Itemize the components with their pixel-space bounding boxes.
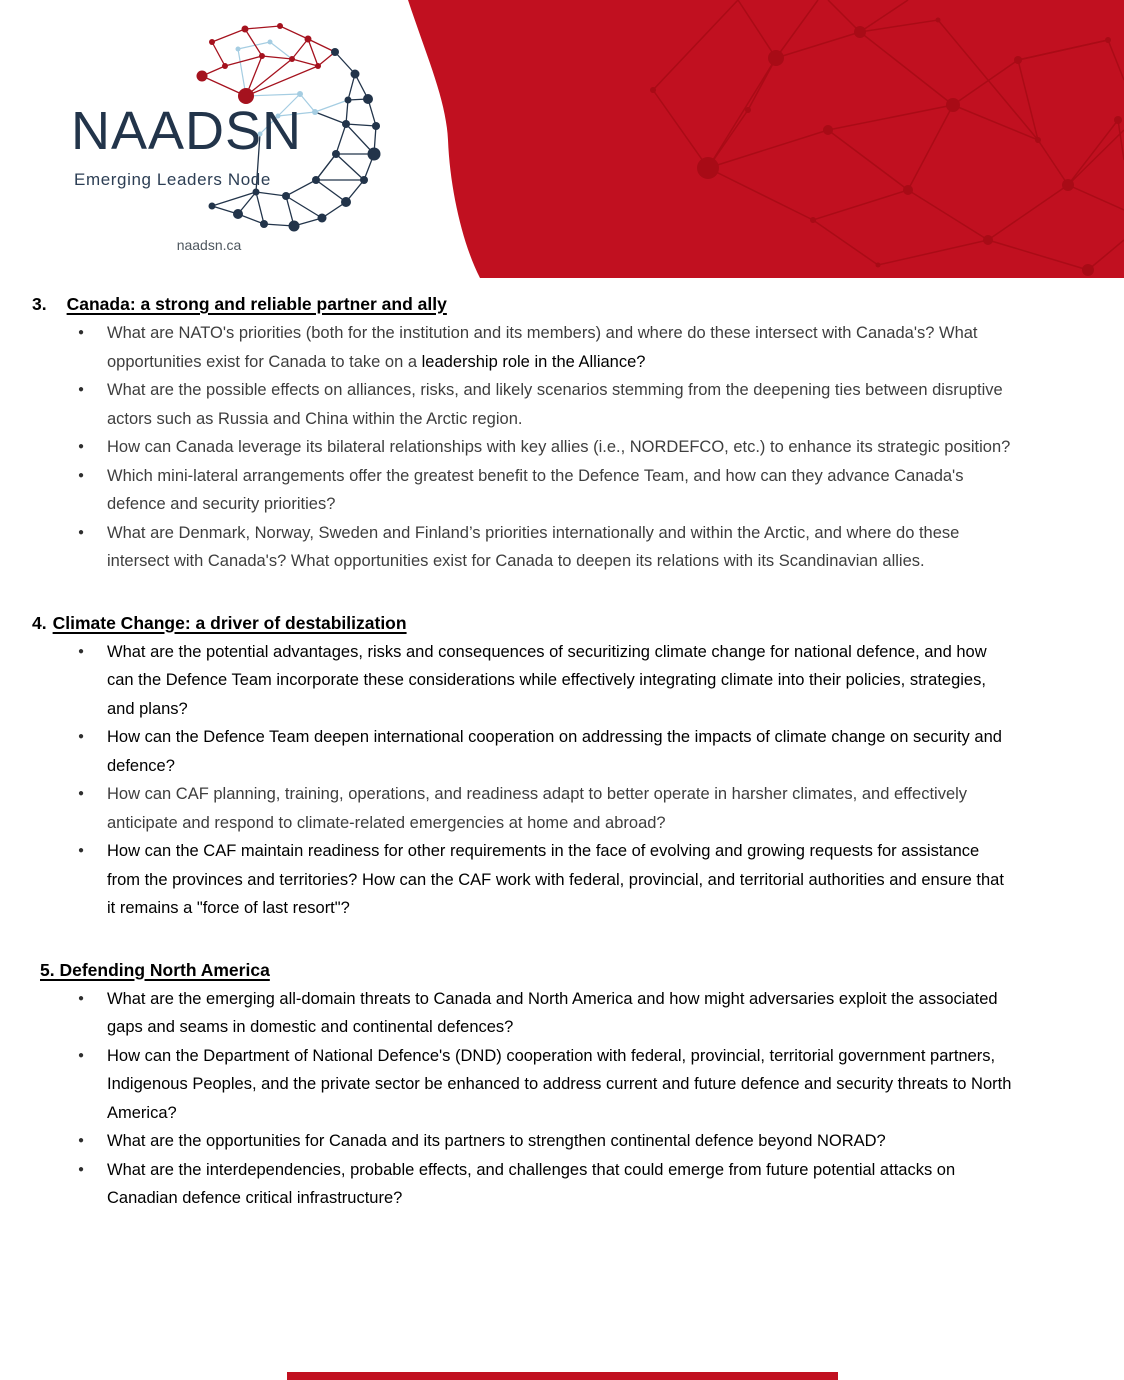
question-text-emphasis: What are the emerging all-domain threats to Canada and North America and how might adversaries exploit the associated gaps and seams in domestic and continental defences? [107, 989, 998, 1036]
section-title: 5. Defending North America [40, 959, 270, 980]
question-list [32, 319, 1012, 576]
question-text-emphasis: What are the interdependencies, probable effects, and challenges that could emerge from future potential attacks on Canadian defence critical infrastructure? [107, 1160, 956, 1207]
question-item [32, 985, 1012, 1042]
section-heading [32, 609, 1012, 637]
brand-subtitle: Emerging Leaders Node [74, 170, 271, 189]
question-text: How can Canada leverage its bilateral relationships with key allies (i.e., NORDEFCO, etc.) to enhance its strategic position? [107, 438, 1011, 456]
section-title: Canada: a strong and reliable partner and ally [66, 294, 447, 314]
question-item [32, 519, 1012, 576]
question-text-emphasis: How can the CAF maintain readiness for other requirements in the face of evolving and growing requests for assistance from the provinces and territories? How can the CAF work with federal, provincial, and territorial authorities and ensure that it remains a "force of last resort"? [107, 842, 1004, 917]
brand-wordmark: NAADSN [71, 101, 303, 161]
question-item [32, 723, 1012, 780]
question-text: What are Denmark, Norway, Sweden and Finland’s priorities internationally and within the Arctic, and where do these intersect with Canada's? What opportunities exist for Canada to deepen its relations with its Scandinavian allies. [107, 523, 960, 570]
question-text-emphasis: How can the Department of National Defence's (DND) cooperation with federal, provincial, territorial government partners, Indigenous Peoples, and the private sector be enhanced to address current and future defence and security threats to North America? [107, 1046, 1012, 1122]
question-section [32, 290, 1012, 576]
question-text-emphasis: What are the opportunities for Canada and its partners to strengthen continental defence beyond NORAD? [107, 1132, 886, 1150]
question-text: How can CAF planning, training, operations, and readiness adapt to better operate in harsher climates, and effectively anticipate and respond to climate-related emergencies at home and abroad? [107, 785, 968, 832]
question-text-emphasis: leadership role in the Alliance? [421, 352, 646, 371]
question-text: Which mini-lateral arrangements offer the greatest benefit to the Defence Team, and how can they advance Canada's defence and security priorities? [107, 466, 964, 513]
question-item [32, 1042, 1012, 1128]
section-title: Climate Change: a driver of destabilization [52, 612, 407, 633]
question-item [32, 376, 1012, 433]
section-number: 3. [32, 294, 47, 314]
question-item [32, 433, 1012, 462]
question-text: What are NATO's priorities (both for the institution and its members) and where do these intersect with Canada's? What opportunities exist for Canada to take on a [107, 324, 978, 371]
question-item [32, 780, 1012, 837]
section-heading [32, 956, 1012, 984]
question-section [32, 609, 1012, 923]
question-text-emphasis: How can the Defence Team deepen international cooperation on addressing the impacts of climate change on security and defence? [107, 728, 1002, 775]
page-header [0, 0, 1124, 278]
question-text: What are the possible effects on alliances, risks, and likely scenarios stemming from the deepening ties between disruptive actors such as Russia and China within the Arctic region. [107, 381, 1003, 428]
question-sections [32, 290, 1012, 1213]
question-list [32, 638, 1012, 923]
question-item [32, 319, 1012, 376]
question-list [32, 985, 1012, 1213]
question-item [32, 462, 1012, 519]
question-item [32, 1127, 1012, 1156]
question-item [32, 638, 1012, 724]
question-item [32, 1156, 1012, 1213]
brand-website: naadsn.ca [176, 237, 242, 253]
red-banner-network-graphic [408, 0, 1124, 278]
question-item [32, 837, 1012, 923]
section-number: 4. [32, 612, 47, 633]
page-footer-accent [287, 1372, 838, 1380]
question-section [32, 956, 1012, 1213]
document-body [0, 278, 1124, 1213]
section-heading [32, 290, 1012, 318]
question-text-emphasis: What are the potential advantages, risks and consequences of securitizing climate change for national defence, and how can the Defence Team incorporate these considerations while effectively integrating climate into their policies, strategies, and plans? [107, 642, 987, 718]
